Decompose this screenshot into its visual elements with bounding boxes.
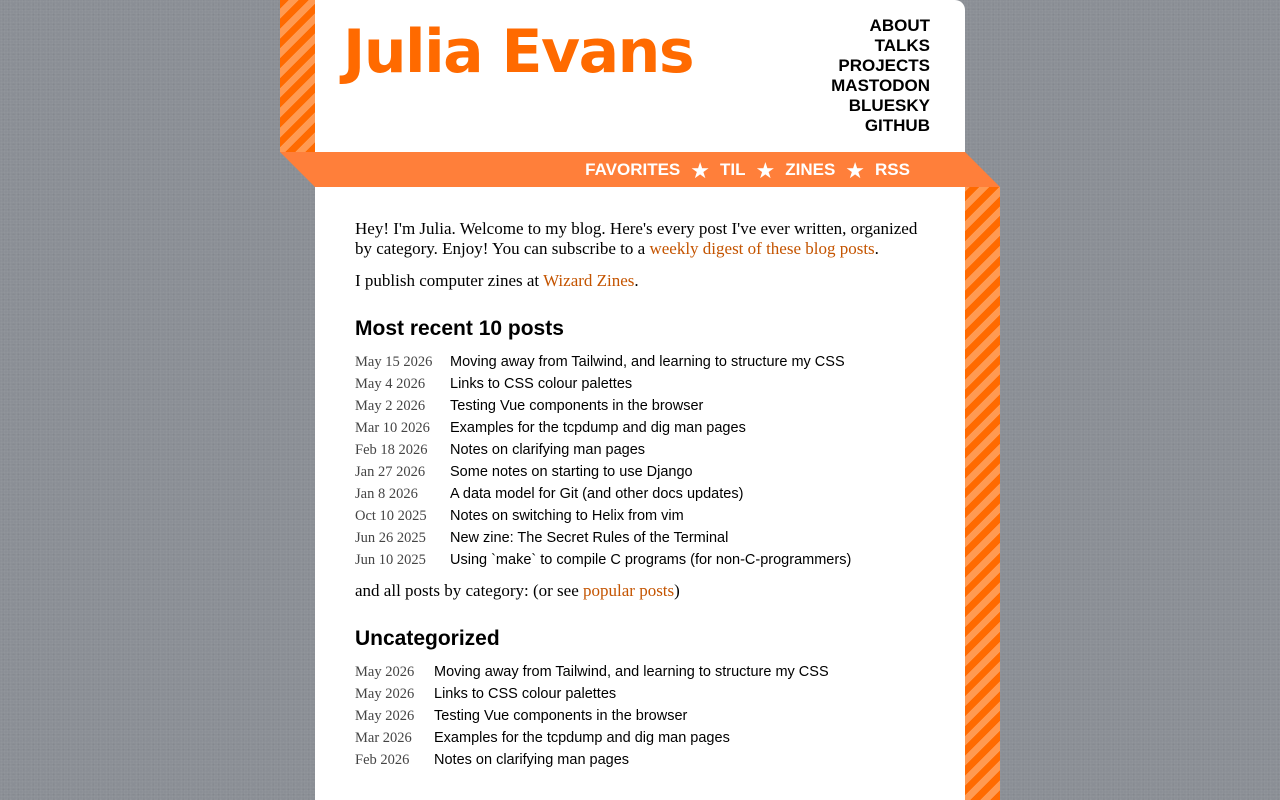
zines-text: I publish computer zines at bbox=[355, 271, 544, 290]
post-title-link[interactable]: Testing Vue components in the browser bbox=[434, 708, 688, 724]
site-header bbox=[315, 0, 965, 152]
main-content bbox=[315, 187, 965, 800]
post-title-link[interactable]: Examples for the tcpdump and dig man pages bbox=[450, 420, 746, 436]
post-row bbox=[355, 373, 925, 395]
categories-text-end: ) bbox=[674, 581, 680, 600]
post-date: Jun 10 2025 bbox=[355, 551, 426, 568]
post-title-link[interactable]: Examples for the tcpdump and dig man pages bbox=[434, 730, 730, 746]
sub-nav-favorites[interactable]: FAVORITES bbox=[585, 159, 681, 179]
post-title-link[interactable]: Notes on clarifying man pages bbox=[434, 752, 630, 768]
wizard-zines-link[interactable]: Wizard Zines bbox=[543, 271, 635, 290]
post-date: Jun 26 2025 bbox=[355, 529, 426, 546]
decorative-stripes-right bbox=[965, 187, 1000, 800]
post-title-link[interactable]: Notes on clarifying man pages bbox=[450, 442, 646, 458]
categories-paragraph bbox=[355, 581, 925, 601]
sub-nav-rss[interactable]: RSS bbox=[875, 159, 910, 179]
post-date: Mar 10 2026 bbox=[355, 419, 430, 436]
post-row bbox=[355, 527, 925, 549]
star-separator-icon: ★ bbox=[690, 157, 710, 183]
zines-text-end: . bbox=[634, 271, 639, 290]
post-row bbox=[355, 417, 925, 439]
intro-text-end: . bbox=[874, 239, 879, 258]
post-date: May 2026 bbox=[355, 663, 415, 680]
post-row bbox=[355, 727, 925, 749]
post-row bbox=[355, 661, 925, 683]
post-title-link[interactable]: Notes on switching to Helix from vim bbox=[450, 508, 684, 524]
post-date: Feb 2026 bbox=[355, 751, 410, 768]
sub-nav-zines[interactable]: ZINES bbox=[785, 159, 836, 179]
uncategorized-posts-list bbox=[355, 661, 925, 771]
zines-paragraph bbox=[355, 271, 925, 291]
top-nav bbox=[831, 16, 930, 136]
post-date: Mar 2026 bbox=[355, 729, 412, 746]
uncategorized-heading: Uncategorized bbox=[355, 627, 500, 650]
recent-posts-list bbox=[355, 351, 925, 571]
post-date: May 15 2026 bbox=[355, 353, 433, 370]
post-row bbox=[355, 461, 925, 483]
categories-text: and all posts by category: (or see bbox=[355, 581, 584, 600]
nav-link-mastodon[interactable]: MASTODON bbox=[831, 76, 930, 95]
star-separator-icon: ★ bbox=[755, 157, 776, 183]
post-title-link[interactable]: Links to CSS colour palettes bbox=[434, 686, 617, 702]
recent-posts-heading: Most recent 10 posts bbox=[355, 317, 564, 340]
nav-link-bluesky[interactable]: BLUESKY bbox=[848, 96, 930, 115]
post-title-link[interactable]: A data model for Git (and other docs updates) bbox=[450, 486, 744, 502]
intro-text: Hey! I'm Julia. Welcome to my blog. Here's every post I've ever written, organized by category. Enjoy! You can subscribe to a bbox=[355, 219, 918, 258]
post-date: Jan 27 2026 bbox=[355, 463, 426, 480]
sub-nav-til[interactable]: TIL bbox=[720, 159, 746, 179]
post-date: Oct 10 2025 bbox=[355, 507, 427, 524]
post-row bbox=[355, 483, 925, 505]
post-title-link[interactable]: Using `make` to compile C programs (for non-C-programmers) bbox=[450, 552, 852, 568]
post-title-link[interactable]: Testing Vue components in the browser bbox=[450, 398, 704, 414]
sub-nav bbox=[585, 152, 910, 187]
post-title-link[interactable]: Moving away from Tailwind, and learning to structure my CSS bbox=[450, 354, 845, 370]
post-row bbox=[355, 351, 925, 373]
post-date: May 2026 bbox=[355, 685, 415, 702]
post-date: May 2026 bbox=[355, 707, 415, 724]
post-row bbox=[355, 395, 925, 417]
nav-link-github[interactable]: GITHUB bbox=[864, 116, 930, 135]
nav-link-talks[interactable]: TALKS bbox=[874, 36, 930, 55]
site-title-link[interactable]: Julia Evans bbox=[343, 17, 694, 87]
post-row bbox=[355, 705, 925, 727]
star-separator-icon: ★ bbox=[845, 157, 866, 183]
post-row bbox=[355, 505, 925, 527]
post-date: Feb 18 2026 bbox=[355, 441, 428, 458]
post-title-link[interactable]: Moving away from Tailwind, and learning to structure my CSS bbox=[434, 664, 829, 680]
post-title-link[interactable]: Some notes on starting to use Django bbox=[450, 464, 693, 480]
post-row bbox=[355, 683, 925, 705]
decorative-stripes-left bbox=[280, 0, 315, 152]
intro-paragraph bbox=[355, 219, 925, 259]
post-date: Jan 8 2026 bbox=[355, 485, 418, 502]
post-title-link[interactable]: New zine: The Secret Rules of the Terminal bbox=[450, 530, 729, 546]
post-date: May 4 2026 bbox=[355, 375, 426, 392]
post-row bbox=[355, 439, 925, 461]
nav-link-about[interactable]: ABOUT bbox=[869, 16, 930, 35]
nav-link-projects[interactable]: PROJECTS bbox=[838, 56, 930, 75]
post-row bbox=[355, 749, 925, 771]
post-row bbox=[355, 549, 925, 571]
popular-posts-link[interactable]: popular posts bbox=[583, 581, 675, 600]
post-date: May 2 2026 bbox=[355, 397, 426, 414]
post-title-link[interactable]: Links to CSS colour palettes bbox=[450, 376, 633, 392]
weekly-digest-link[interactable]: weekly digest of these blog posts bbox=[649, 239, 875, 258]
